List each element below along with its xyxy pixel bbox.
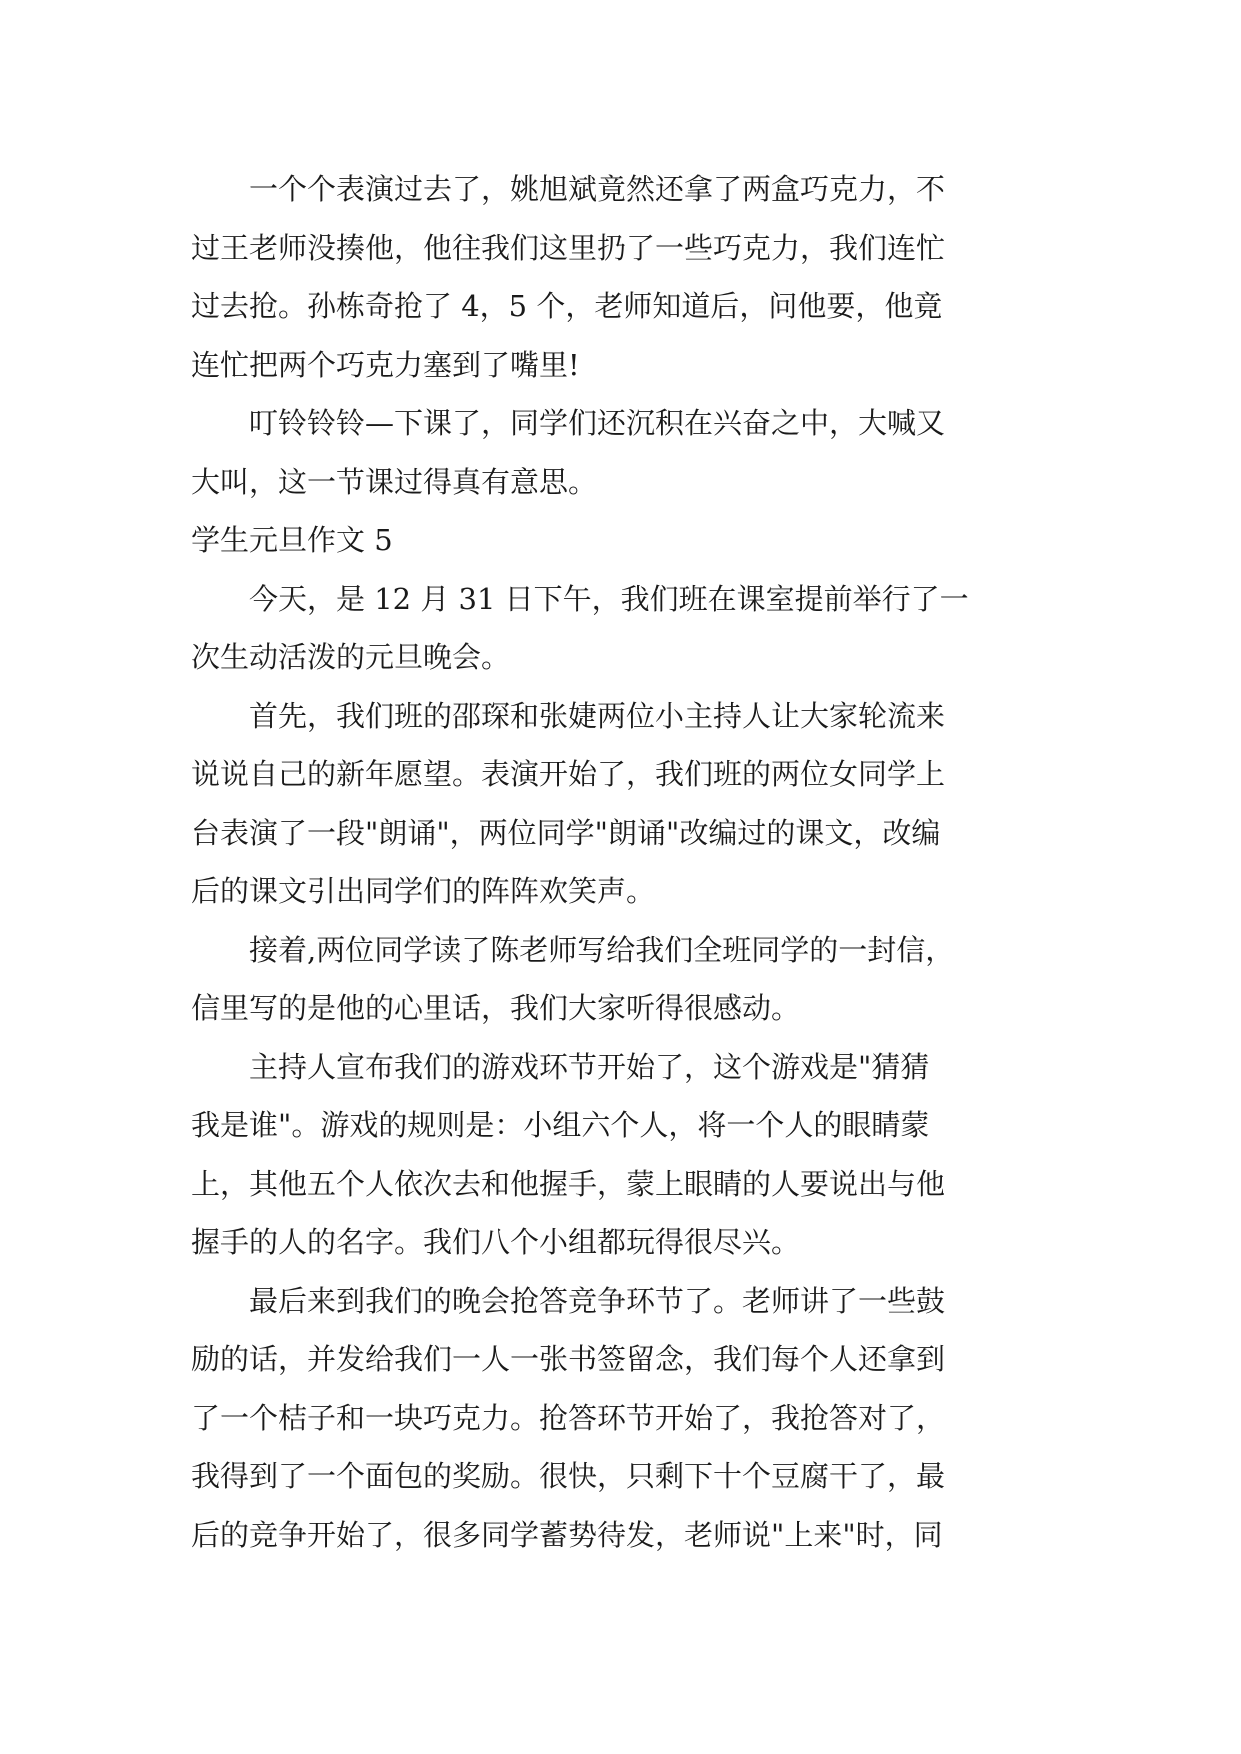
paragraph-class-end: 叮铃铃铃—下课了，同学们还沉积在兴奋之中，大喊又 大叫，这一节课过得真有意思。: [191, 406, 946, 499]
paragraph-hosts: 首先，我们班的邵琛和张婕两位小主持人让大家轮流来 说说自己的新年愿望。表演开始了，我们班的两位女同学上 台表演了一段"朗诵"，两位同学"朗诵"改编过的课文，改编 后的课文引出同学们的阵阵欢笑声。: [191, 698, 946, 908]
paragraph-quiz: 最后来到我们的晚会抢答竞争环节了。老师讲了一些鼓 励的话，并发给我们一人一张书签留念，我们每个人还拿到 了一个桔子和一块巧克力。抢答环节开始了，我抢答对了， 我得到了一个面包的奖励。很快，只剩下十个豆腐干了，最 后的竞争开始了，很多同学蓄势待发，老师说"上来"时，同: [191, 1283, 946, 1552]
essay-body: [191, 160, 1051, 1564]
paragraph-letter: 接着,两位同学读了陈老师写给我们全班同学的一封信， 信里写的是他的心里话，我们大家听得很感动。: [191, 932, 955, 1025]
paragraph-performances: 一个个表演过去了，姚旭斌竟然还拿了两盒巧克力，不 过王老师没揍他，他往我们这里扔了一些巧克力，我们连忙 过去抢。孙栋奇抢了 4，5 个，老师知道后，问他要，他竟 连忙把两个巧克力塞到了嘴里!: [191, 172, 946, 382]
paragraph-game: 主持人宣布我们的游戏环节开始了，这个游戏是"猜猜 我是谁"。游戏的规则是：小组六个人，将一个人的眼睛蒙 上，其他五个人依次去和他握手，蒙上眼睛的人要说出与他 握手的人的名字。我们八个小组都玩得很尽兴。: [191, 1049, 946, 1259]
paragraph-intro: 今天，是 12 月 31 日下午，我们班在课室提前举行了一 次生动活泼的元旦晚会。: [191, 581, 969, 674]
essay-heading: 学生元旦作文 5: [191, 523, 393, 557]
